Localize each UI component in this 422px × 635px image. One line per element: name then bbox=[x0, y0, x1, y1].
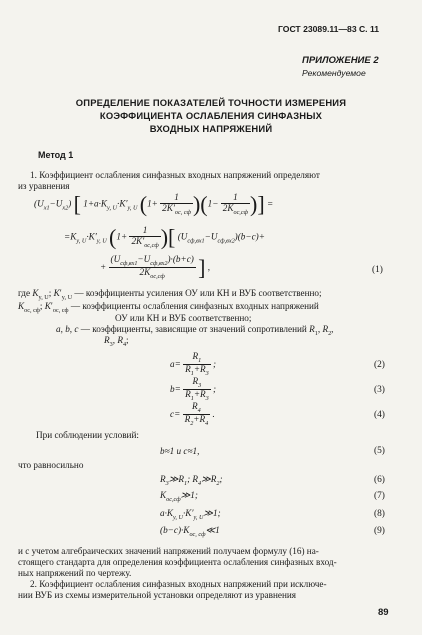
eq-number-9: (9) bbox=[374, 526, 385, 536]
tail-line-5: нии ВУБ из схемы измерительной установки определяют из уравнения bbox=[18, 590, 297, 600]
equation-7: $K_{oc,cф}≫1$; bbox=[160, 490, 198, 503]
tail-line-1: и с учетом алгебраических значений напряжений получаем формулу (16) на- bbox=[18, 546, 319, 556]
eq-number-2: (2) bbox=[374, 360, 385, 370]
conditions-label: При соблюдении условий: bbox=[36, 430, 139, 440]
eq-number-1: (1) bbox=[372, 265, 383, 275]
method-heading: Метод 1 bbox=[38, 150, 74, 160]
eq-number-3: (3) bbox=[374, 385, 385, 395]
title-line-1: ОПРЕДЕЛЕНИЕ ПОКАЗАТЕЛЕЙ ТОЧНОСТИ ИЗМЕРЕНИЯ bbox=[75, 97, 347, 108]
equation-3: b= $\frac{R_3}{R_1+R_3}$ ; bbox=[170, 376, 217, 403]
eq-number-7: (7) bbox=[374, 491, 385, 501]
then-label: что равносильно bbox=[18, 460, 84, 470]
tail-line-2: стоящего стандарта для определения коэффициента ослабления синфазных вход- bbox=[18, 557, 337, 567]
where-line-2: $K_{oc, cф}$; $K'_{oc, cф}$ — коэффициенты ослабления синфазных входных напряжений bbox=[18, 301, 319, 314]
paragraph-1-line-1: 1. Коэффициент ослабления синфазных входных напряжений определяют bbox=[30, 170, 320, 180]
running-header: ГОСТ 23089.11—83 С. 11 bbox=[278, 24, 380, 34]
title-line-2: КОЭФФИЦИЕНТА ОСЛАБЛЕНИЯ СИНФАЗНЫХ bbox=[99, 110, 323, 121]
eq-number-6: (6) bbox=[374, 475, 385, 485]
where-line-4: a, b, c — коэффициенты, зависящие от значений сопротивлений $R_1$, $R_2$, bbox=[56, 324, 334, 337]
tail-line-3: ных напряжений по чертежу. bbox=[18, 568, 132, 578]
equation-1-line-1: $(U_{x1}-U_{x2})$ [ $1+a\cdot K_{y, U}\cdot K'_{y, U}$ (1+ $\frac{1}{2K'_{oc, cф}}$ )(1− $\frac{1}{2K_{oc,cф}}$ )] = bbox=[34, 191, 274, 217]
equation-8: $a\cdot K_{y, U}\cdot K'_{y, U}≫1$; bbox=[160, 508, 221, 521]
where-line-5: $R_3$, $R_4$; bbox=[104, 335, 129, 348]
page-number: 89 bbox=[378, 607, 389, 618]
equation-1-line-2: $=K_{y, U}\cdot K'_{y, U}$ (1+ $\frac{1}{2K'_{oc,cф}}$ )[ $(U_{cф,вх1}-U_{cф,вх2})(b-c)+$ bbox=[64, 224, 265, 250]
appendix-title: ПРИЛОЖЕНИЕ 2 bbox=[302, 55, 379, 66]
where-line-3: ОУ или КН и ВУБ соответственно; bbox=[115, 313, 252, 323]
appendix-subtitle: Рекомендуемое bbox=[302, 68, 366, 78]
equation-2: a= $\frac{R_1}{R_1+R_3}$ ; bbox=[170, 351, 217, 378]
equation-9: $(b-c)\cdot K_{oc, cф}≪1$ bbox=[160, 525, 220, 538]
title-line-3: ВХОДНЫХ НАПРЯЖЕНИЙ bbox=[149, 123, 273, 134]
tail-line-4: 2. Коэффициент ослабления синфазных входных напряжений при исключе- bbox=[30, 579, 327, 589]
equation-4: c= $\frac{R_4}{R_2+R_4}$ . bbox=[170, 401, 215, 428]
paragraph-1-line-2: из уравнения bbox=[18, 181, 70, 191]
where-line-1: где $K_{y, U}$; $K'_{y, U}$ — коэффициенты усиления ОУ или КН и ВУБ соответственно; bbox=[18, 288, 322, 301]
eq-number-8: (8) bbox=[374, 509, 385, 519]
equation-1-line-3: + $\frac{(U_{cф,вх1}-U_{cф,вх2})\cdot(b+c)}{2K_{oc,cф}}$ ] , bbox=[100, 254, 211, 281]
eq-number-5: (5) bbox=[374, 446, 385, 456]
equation-5: b≈1 и c≈1, bbox=[160, 446, 200, 456]
equation-6: $R_3≫R_1$; $R_4≫R_2$; bbox=[160, 474, 223, 487]
eq-number-4: (4) bbox=[374, 410, 385, 420]
